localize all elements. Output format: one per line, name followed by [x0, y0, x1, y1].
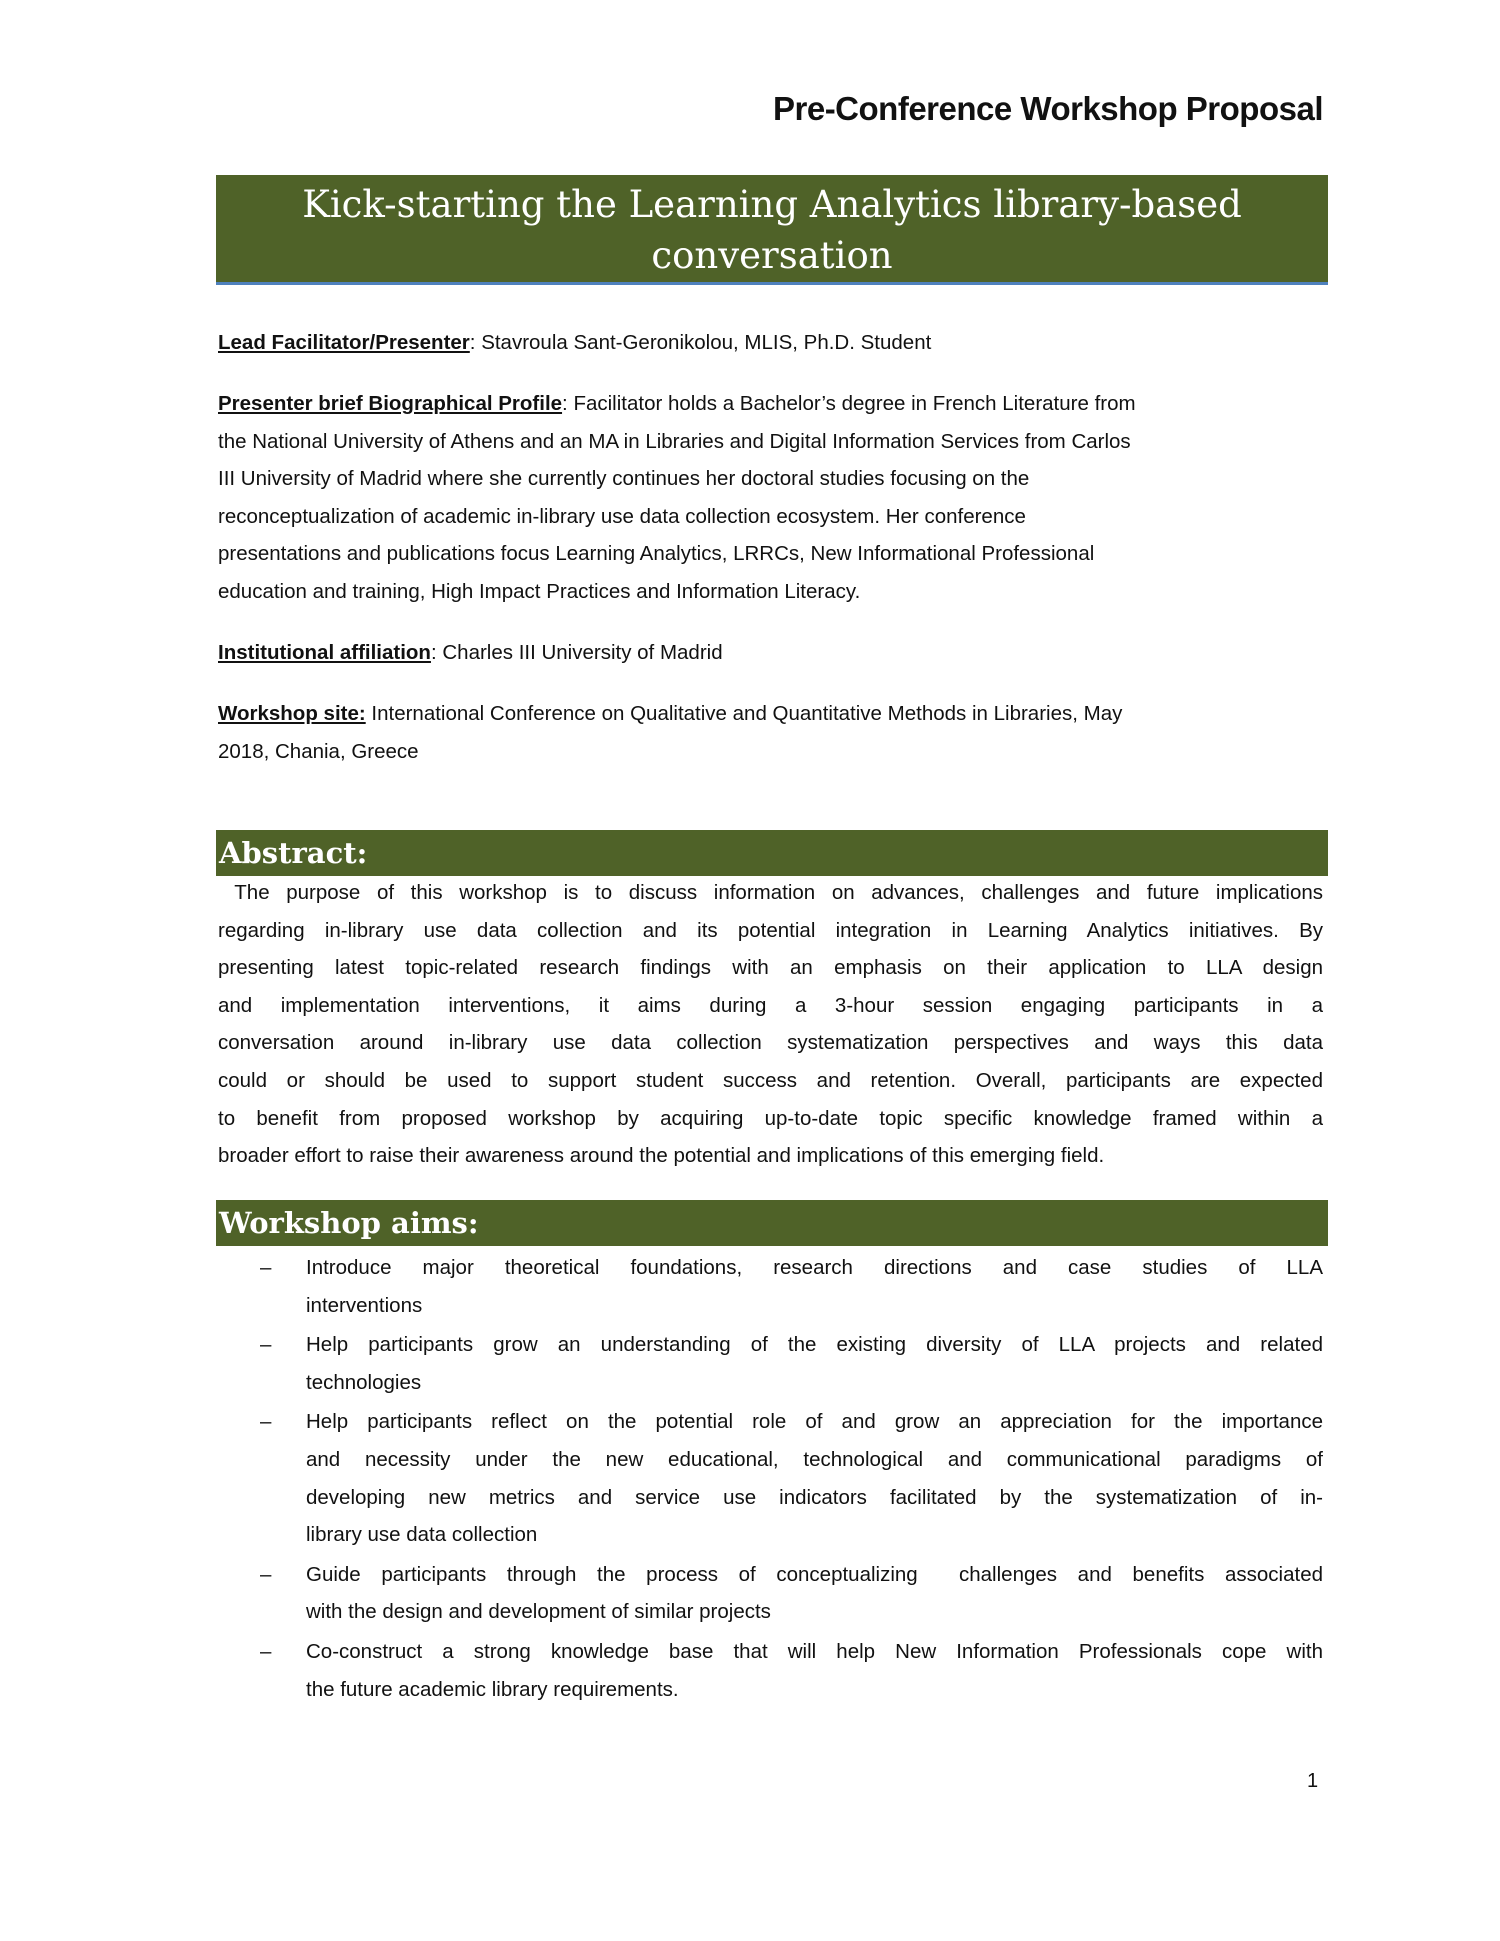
aim-item	[218, 1249, 1323, 1324]
title-banner	[216, 175, 1328, 285]
abstract-line: conversation around in-library use data collection systematization perspectives and ways this data	[218, 1031, 1323, 1055]
aim-line: developing new metrics and service use indicators facilitated by the systematization of in-	[306, 1485, 1323, 1509]
abstract-body	[218, 874, 1323, 1175]
dash-bullet-icon: –	[260, 1410, 272, 1434]
bio-line: : Facilitator holds a Bachelor’s degree in French Literature from	[562, 392, 1136, 415]
bio-profile	[218, 385, 1323, 611]
aim-item	[218, 1326, 1323, 1401]
aim-line: technologies	[306, 1370, 422, 1394]
aim-item	[218, 1403, 1323, 1553]
aim-line: Guide participants through the process of conceptualizing challenges and benefits associated	[306, 1562, 1323, 1586]
title-line-2: conversation	[651, 234, 893, 277]
document-header-title: Pre-Conference Workshop Proposal	[772, 90, 1323, 127]
dash-bullet-icon: –	[260, 1256, 272, 1279]
aim-line: interventions	[306, 1293, 423, 1317]
bio-line: presentations and publications focus Learning Analytics, LRRCs, New Informational Professional	[218, 542, 1095, 566]
aim-line: Co-construct a strong knowledge base that will help New Information Professionals cope with	[306, 1639, 1323, 1663]
aim-line: with the design and development of similar projects	[306, 1600, 771, 1624]
abstract-line: to benefit from proposed workshop by acquiring up-to-date topic specific knowledge framed within a	[218, 1106, 1323, 1130]
abstract-line: regarding in-library use data collection and its potential integration in Learning Analytics initiatives. By	[218, 918, 1323, 942]
dash-bullet-icon: –	[260, 1639, 272, 1663]
site-value-cont: 2018, Chania, Greece	[218, 739, 419, 763]
abstract-line: The purpose of this workshop is to discuss information on advances, challenges and future implications	[218, 881, 1323, 904]
bio-line: III University of Madrid where she currently continues her doctoral studies focusing on the	[218, 467, 1030, 491]
institutional-affiliation	[218, 634, 1323, 672]
lead-facilitator-value: : Stavroula Sant-Geronikolou, MLIS, Ph.D. Student	[469, 331, 932, 354]
bio-line: reconceptualization of academic in-library use data collection ecosystem. Her conference	[218, 504, 1026, 528]
aim-item	[218, 1633, 1323, 1708]
site-value: International Conference on Qualitative and Quantitative Methods in Libraries, May	[365, 702, 1123, 725]
bio-line: the National University of Athens and an MA in Libraries and Digital Information Services from Carlos	[218, 429, 1131, 453]
title-line-1: Kick-starting the Learning Analytics library-based	[302, 183, 1242, 226]
affiliation-label: Institutional affiliation	[218, 641, 431, 664]
aim-line: and necessity under the new educational, technological and communicational paradigms of	[306, 1447, 1323, 1471]
aim-item	[218, 1556, 1323, 1631]
site-label: Workshop site:	[218, 702, 366, 725]
abstract-line: and implementation interventions, it aims during a 3-hour session engaging participants in a	[218, 993, 1323, 1017]
bio-label: Presenter brief Biographical Profile	[218, 392, 563, 415]
workshop-aims-heading: Workshop aims:	[216, 1200, 1328, 1246]
dash-bullet-icon: –	[260, 1333, 272, 1357]
dash-bullet-icon: –	[260, 1562, 272, 1586]
abstract-line: presenting latest topic-related research findings with an emphasis on their application to LLA design	[218, 956, 1323, 980]
abstract-line: broader effort to raise their awareness around the potential and implications of this emerging field.	[218, 1144, 1105, 1168]
abstract-heading: Abstract:	[216, 830, 1328, 876]
lead-facilitator-label: Lead Facilitator/Presenter	[218, 331, 470, 354]
lead-facilitator	[218, 324, 1323, 362]
aim-line: Introduce major theoretical foundations, research directions and case studies of LLA	[306, 1256, 1323, 1279]
abstract-line: could or should be used to support student success and retention. Overall, participants are expected	[218, 1068, 1323, 1092]
page-number: 1	[1307, 1770, 1319, 1792]
bio-line: education and training, High Impact Practices and Information Literacy.	[218, 579, 861, 603]
affiliation-value: : Charles III University of Madrid	[430, 641, 723, 664]
workshop-site	[218, 695, 1323, 770]
aim-line: the future academic library requirements.	[306, 1677, 679, 1701]
aim-line: library use data collection	[306, 1523, 538, 1547]
workshop-aims-list	[218, 1249, 1323, 1708]
aim-line: Help participants reflect on the potential role of and grow an appreciation for the importance	[306, 1410, 1323, 1434]
aim-line: Help participants grow an understanding of the existing diversity of LLA projects and related	[306, 1333, 1323, 1357]
